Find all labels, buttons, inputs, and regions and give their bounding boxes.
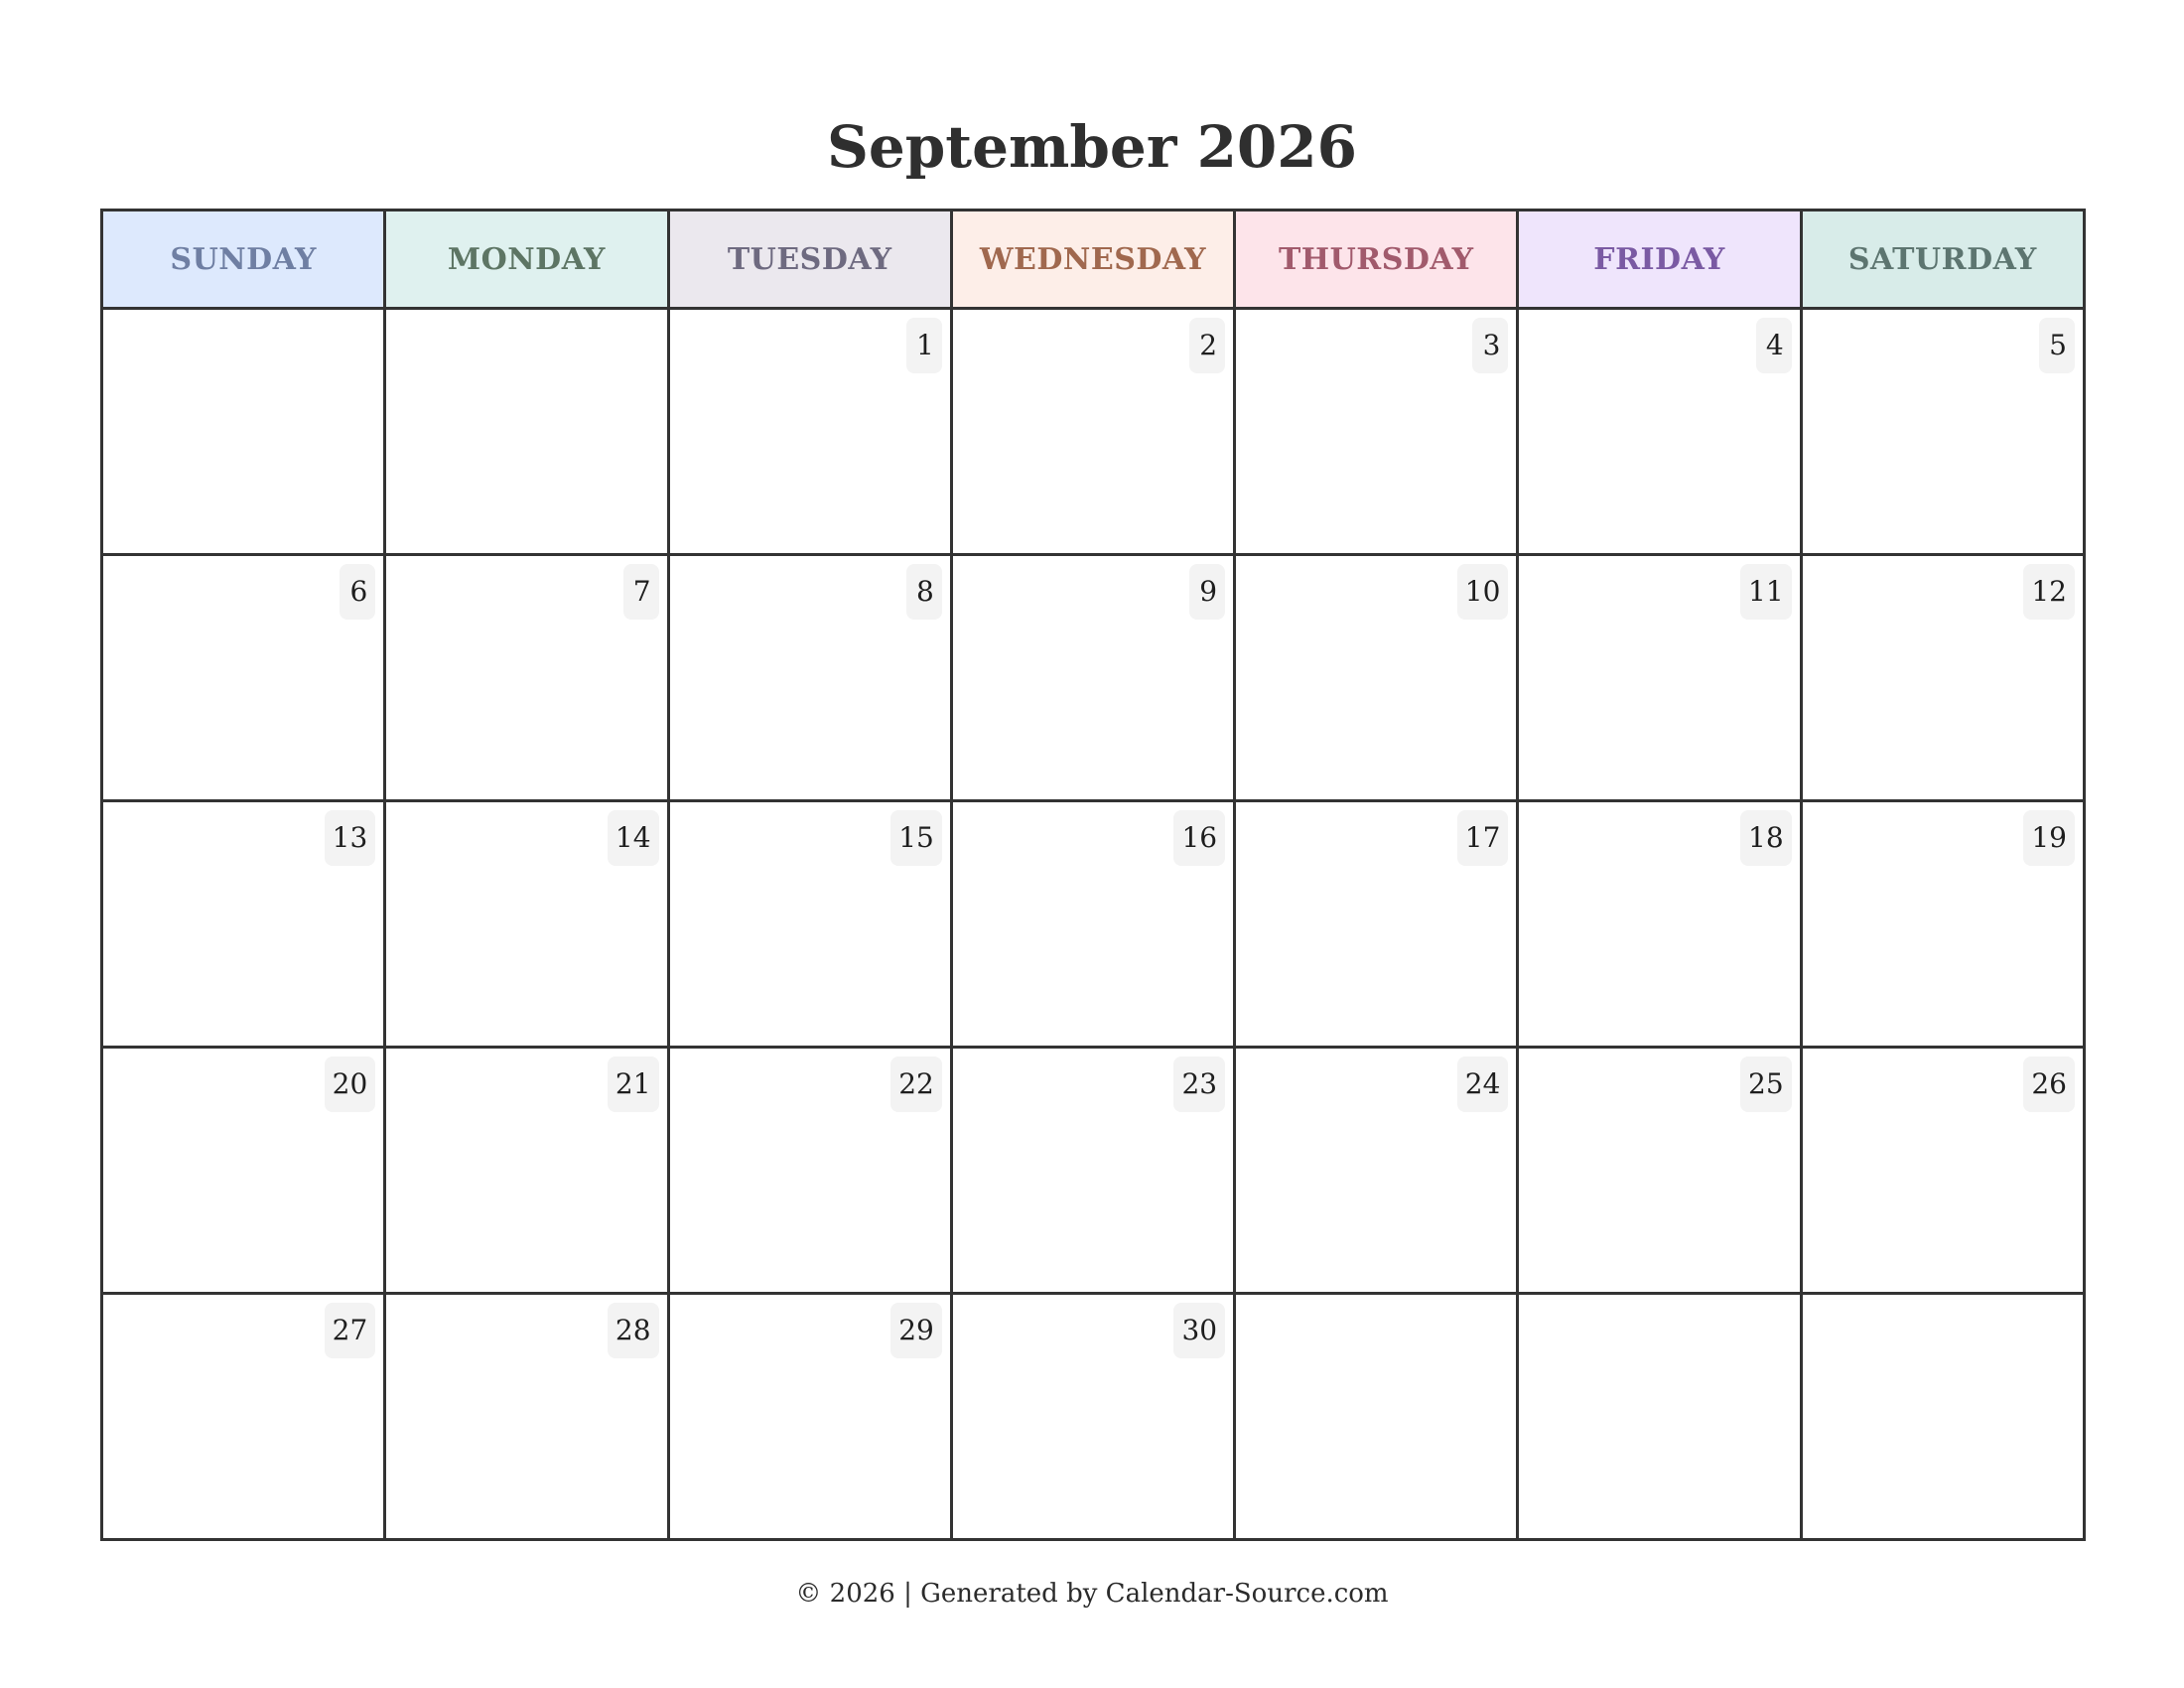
- day-cell[interactable]: [668, 309, 951, 555]
- day-number: 1: [906, 318, 942, 373]
- day-number: 25: [1740, 1056, 1792, 1112]
- day-cell[interactable]: [1801, 309, 2084, 555]
- day-number: 15: [890, 810, 942, 866]
- day-cell[interactable]: [1518, 801, 1801, 1048]
- day-number: 6: [340, 564, 375, 620]
- day-number: 5: [2039, 318, 2075, 373]
- day-number: 17: [1457, 810, 1509, 866]
- empty-day-cell: [385, 309, 668, 555]
- day-number: 21: [608, 1056, 659, 1112]
- weekday-header-row: [102, 211, 2085, 309]
- day-number: 24: [1457, 1056, 1509, 1112]
- day-number: 14: [608, 810, 659, 866]
- day-cell[interactable]: [668, 1294, 951, 1540]
- calendar-body: [102, 309, 2085, 1540]
- day-cell[interactable]: [668, 801, 951, 1048]
- weekday-header-wednesday: WEDNESDAY: [951, 211, 1234, 309]
- day-cell[interactable]: [385, 1048, 668, 1294]
- day-cell[interactable]: [1801, 1048, 2084, 1294]
- day-number: 4: [1756, 318, 1792, 373]
- day-cell[interactable]: [951, 309, 1234, 555]
- weekday-header-thursday: THURSDAY: [1235, 211, 1518, 309]
- calendar-grid: [100, 209, 2086, 1541]
- day-number: 9: [1189, 564, 1225, 620]
- day-cell[interactable]: [1235, 1048, 1518, 1294]
- weekday-header-friday: FRIDAY: [1518, 211, 1801, 309]
- day-cell[interactable]: [1235, 309, 1518, 555]
- week-row: [102, 1048, 2085, 1294]
- day-cell[interactable]: [951, 801, 1234, 1048]
- day-number: 18: [1740, 810, 1792, 866]
- day-cell[interactable]: [1801, 801, 2084, 1048]
- day-number: 11: [1740, 564, 1792, 620]
- day-cell[interactable]: [102, 1048, 385, 1294]
- day-cell[interactable]: [102, 555, 385, 801]
- empty-day-cell: [1235, 1294, 1518, 1540]
- day-cell[interactable]: [1518, 555, 1801, 801]
- day-cell[interactable]: [385, 555, 668, 801]
- page-title: September 2026: [826, 113, 1358, 181]
- empty-day-cell: [102, 309, 385, 555]
- day-number: 8: [906, 564, 942, 620]
- week-row: [102, 801, 2085, 1048]
- day-number: 30: [1173, 1303, 1225, 1358]
- day-number: 12: [2023, 564, 2075, 620]
- day-cell[interactable]: [1235, 801, 1518, 1048]
- day-cell[interactable]: [951, 1048, 1234, 1294]
- day-cell[interactable]: [385, 801, 668, 1048]
- day-cell[interactable]: [668, 555, 951, 801]
- day-number: 28: [608, 1303, 659, 1358]
- week-row: [102, 309, 2085, 555]
- day-cell[interactable]: [951, 555, 1234, 801]
- day-number: 22: [890, 1056, 942, 1112]
- day-number: 23: [1173, 1056, 1225, 1112]
- week-row: [102, 555, 2085, 801]
- empty-day-cell: [1801, 1294, 2084, 1540]
- day-number: 2: [1189, 318, 1225, 373]
- day-number: 29: [890, 1303, 942, 1358]
- weekday-header-monday: MONDAY: [385, 211, 668, 309]
- day-number: 20: [325, 1056, 376, 1112]
- day-cell[interactable]: [951, 1294, 1234, 1540]
- week-row: [102, 1294, 2085, 1540]
- day-number: 10: [1457, 564, 1509, 620]
- day-number: 19: [2023, 810, 2075, 866]
- day-cell[interactable]: [102, 1294, 385, 1540]
- weekday-header-sunday: SUNDAY: [102, 211, 385, 309]
- day-number: 13: [325, 810, 376, 866]
- day-cell[interactable]: [1518, 1048, 1801, 1294]
- day-cell[interactable]: [102, 801, 385, 1048]
- day-number: 16: [1173, 810, 1225, 866]
- day-cell[interactable]: [1518, 309, 1801, 555]
- day-cell[interactable]: [1801, 555, 2084, 801]
- day-number: 7: [623, 564, 659, 620]
- day-number: 3: [1472, 318, 1508, 373]
- empty-day-cell: [1518, 1294, 1801, 1540]
- day-number: 27: [325, 1303, 376, 1358]
- day-number: 26: [2023, 1056, 2075, 1112]
- weekday-header-saturday: SATURDAY: [1801, 211, 2084, 309]
- footer-credit: © 2026 | Generated by Calendar-Source.com: [795, 1579, 1389, 1609]
- day-cell[interactable]: [385, 1294, 668, 1540]
- day-cell[interactable]: [668, 1048, 951, 1294]
- day-cell[interactable]: [1235, 555, 1518, 801]
- weekday-header-tuesday: TUESDAY: [668, 211, 951, 309]
